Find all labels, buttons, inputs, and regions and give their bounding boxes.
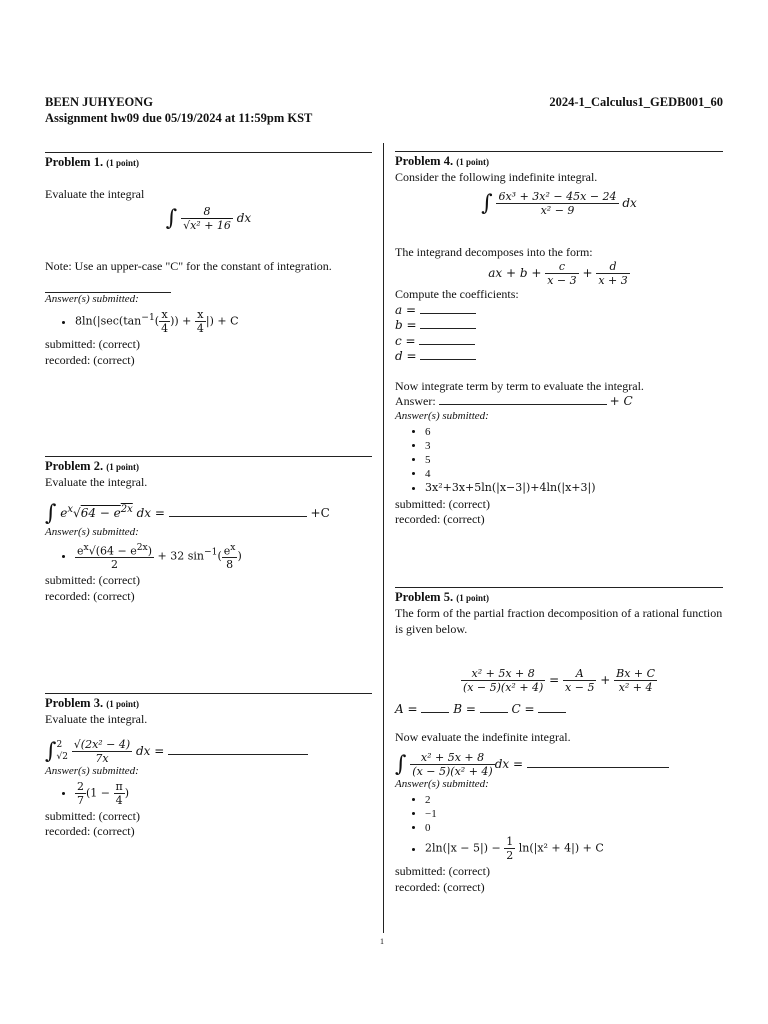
coef-b-row: b = (395, 318, 723, 334)
answers-submitted-label: Answer(s) submitted: (45, 525, 139, 538)
coef-a-row: a = (395, 303, 723, 319)
problem-prompt: Consider the following indefinite integral. (395, 170, 598, 184)
problem-prompt: Evaluate the integral (45, 187, 145, 201)
answer-blank[interactable] (169, 516, 307, 517)
submitted-status: submitted: (correct) (45, 573, 140, 588)
problem-5 (395, 587, 723, 895)
problem-4 (395, 151, 723, 528)
answer-list (45, 541, 372, 572)
problem-rule (395, 151, 723, 152)
course-code: 2024-1_Calculus1_GEDB001_60 (549, 95, 723, 109)
problem-note: Note: Use an upper-case "C" for the constant of integration. (45, 258, 332, 273)
problem-3 (45, 693, 372, 840)
problem-1 (45, 152, 372, 368)
coef-B-input[interactable] (480, 712, 508, 713)
recorded-status: recorded: (correct) (395, 512, 485, 526)
problem-rule (45, 152, 372, 153)
problem-title: Problem 2. (1 point) (45, 459, 139, 473)
submitted-status: submitted: (correct) (395, 496, 490, 511)
answer-blank[interactable] (439, 404, 607, 405)
decomposition-equation: $\frac{\text{x² + 5x + 8}}{\text{(x − 5)(x² + 4)}}$ = $\frac{A}{x - 5}$ + $\frac{Bx + C}{\text{x² + 4}}$ (462, 667, 656, 694)
student-name: BEEN JUHYEONG (45, 95, 154, 109)
answer-list (395, 425, 723, 495)
coef-A-input[interactable] (421, 712, 449, 713)
recorded-status: recorded: (correct) (45, 824, 135, 838)
answer-item: • 3 (425, 439, 723, 453)
answer-item: • 6 (425, 425, 723, 439)
answers-submitted-label: Answer(s) submitted: (45, 293, 139, 305)
integrate-text: Now integrate term by term to evaluate the integral. (395, 378, 644, 393)
answer-list (395, 793, 723, 862)
problem-rule (395, 587, 723, 588)
answers-submitted-label: Answer(s) submitted: (45, 764, 139, 777)
answer-item: • 3x²+3x+5ln(|x−3|)+4ln(|x+3|) (425, 481, 723, 495)
answer-item: • 5 (425, 453, 723, 467)
problem-title: Problem 4. (1 point) (395, 154, 489, 168)
coef-d-row: d = (395, 349, 723, 365)
answer-item: • 2 (425, 793, 723, 807)
answers-submitted-label: Answer(s) submitted: (395, 409, 489, 422)
answer-blank[interactable] (527, 767, 669, 768)
problem-2 (45, 456, 372, 604)
header-left (45, 94, 312, 126)
answer-item: • 4 (425, 467, 723, 481)
problem-rule (45, 456, 372, 457)
coef-c-row: c = (395, 334, 723, 350)
evaluate-text: Now evaluate the indefinite integral. (395, 729, 571, 744)
answer-list (45, 308, 372, 335)
recorded-status: recorded: (correct) (45, 588, 135, 603)
coef-d-input[interactable] (420, 359, 476, 360)
answer-row: Answer: + C (395, 394, 633, 408)
submitted-status: submitted: (correct) (395, 864, 490, 878)
page-number: 1 (380, 937, 384, 946)
answer-item: • 0 (425, 821, 723, 835)
problem-prompt: The form of the partial fraction decomposition of a rational function is given below. (395, 606, 723, 636)
submitted-status: submitted: (correct) (45, 808, 140, 823)
answer-item: • −1 (425, 807, 723, 821)
coef-b-input[interactable] (420, 328, 476, 329)
answer-list (45, 780, 372, 807)
answer-item: • $\frac{2}{7}$ (1 − $\frac{\pi}{4}$ ) (75, 780, 372, 807)
abc-row: A = B = C = (395, 702, 723, 718)
assignment-title: Assignment hw09 due 05/19/2024 at 11:59pm KST (45, 111, 313, 125)
submitted-status: submitted: (correct) (45, 337, 140, 351)
coefficients-text: Compute the coefficients: (395, 287, 519, 301)
integral-expression: ∫ $e^x√64 - e^{2x}$ dx = +C (45, 500, 330, 526)
answers-submitted-label: Answer(s) submitted: (395, 778, 489, 790)
problem-title: Problem 3. (1 point) (45, 696, 139, 710)
answer-item: • 2ln(|x − 5|) − $\frac{1}{2}$ ln(|x² + 4|) + C (425, 835, 723, 862)
integral-expression: ∫ $\frac{\text{x² + 5x + 8}}{\text{(x − 5)(x² + 4)}}$ dx = (395, 751, 723, 778)
problem-rule (45, 693, 372, 694)
integral-expression: ∫2 √2 $\frac{\text{√(2x² − 4)}}{7x}$ dx = (45, 738, 372, 765)
recorded-status: recorded: (correct) (395, 879, 485, 894)
coef-C-input[interactable] (538, 712, 566, 713)
answer-item: • $\frac{e^x√(64 - e^{2x})}{2}$ + 32 $\sin^{-1}$( $\frac{e^x}{8}$ ) (75, 541, 372, 572)
integral-expression: ∫ $\frac{\text{6x³ + 3x² − 45x − 24}}{\text{x² − 9}}$ dx (481, 189, 637, 217)
coef-a-input[interactable] (420, 313, 476, 314)
answer-item: • $8\ln(|\sec(\tan^{-1}$( $\frac{x}{4}$ )) + $\frac{x}{4}$ |) + C (75, 308, 372, 335)
problem-title: Problem 1. (1 point) (45, 155, 139, 169)
integral-expression: ∫ $\frac{8}{\text{√x² + 16}}$ dx (165, 204, 252, 232)
problem-prompt: Evaluate the integral. (45, 475, 148, 489)
problem-prompt: Evaluate the integral. (45, 712, 148, 726)
decomposition-text: The integrand decomposes into the form: (395, 244, 593, 259)
recorded-status: recorded: (correct) (45, 352, 135, 367)
decomposition-form: ax + b + $\frac{c}{x - 3}$ + $\frac{d}{x + 3}$ (488, 260, 628, 287)
coef-c-input[interactable] (419, 344, 475, 345)
problem-title: Problem 5. (1 point) (395, 590, 489, 604)
column-divider (383, 143, 384, 933)
answer-blank[interactable] (168, 754, 308, 755)
